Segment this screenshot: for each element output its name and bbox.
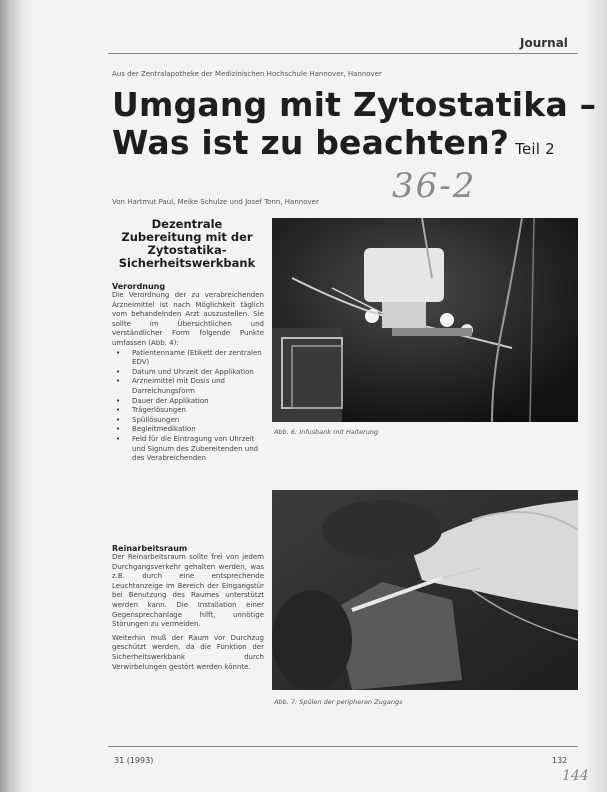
reinarbeitsraum-subheading: Reinarbeitsraum [112,544,188,553]
footer-rule [108,746,578,747]
list-item: • Patientenname (Etikett der zentralen EDV) [112,349,264,368]
list-item: • Dauer der Applikation [112,397,264,407]
book-binding-shadow [0,0,34,792]
flushing-access-photo [272,490,578,690]
list-item: • Datum und Uhrzeit der Applikation [112,368,264,378]
figure-7-caption: Abb. 7: Spülen der peripheren Zugangs [274,698,403,706]
section-heading: Dezentrale Zubereitung mit der Zytostatika-Sicherheitswerkbank [118,217,256,270]
institution-line: Aus der Zentralapotheke der Medizinischen Hochschule Hannover, Hannover [112,70,382,78]
title-part-label: Teil 2 [515,140,555,158]
verordnung-subheading: Verordnung [112,282,166,291]
list-item: • Spüllösungen [112,416,264,426]
reinarbeitsraum-paragraph-2: Weiterhin muß der Raum vor Durchzug geschützt werden, da die Funktion der Sicherheitswerkbank durch Verwirbelungen gestört werden könnte. [112,633,264,671]
infusion-holder-photo [272,218,578,422]
list-item: • Arzneimittel mit Dosis und Darreichungsform [112,377,264,396]
list-item: • Trägerlösungen [112,406,264,416]
figure-6-photo [272,218,578,422]
list-item: • Begleitmedikation [112,425,264,435]
issue-year: 31 (1993) [114,756,154,765]
article-title [112,86,596,168]
header-rule [108,53,578,54]
figure-6-caption: Abb. 6: Infusbank mit Halterung [274,428,379,436]
page-number: 132 [552,756,568,765]
reinarbeitsraum-paragraph-1: Der Reinarbeitsraum sollte frei von jedem Durchgangsverkehr gehalten werden, was z.B. durch eine entsprechende Leuchtanzeige im Bereich der Eingangstür bei Benutzung des Raumes unterstützt werden kann. Die Installation einer Gegensprechanlage hilft, unnötige Störungen zu vermeiden. [112,553,264,629]
verordnung-list [112,349,264,464]
list-item: • Feld für die Eintragung von Uhrzeit und Signum des Zubereitenden und des Verabreichenden [112,435,264,464]
journal-section-label: Journal [520,36,568,50]
title-line-2 [112,124,596,168]
verordnung-text: Die Verordnung der zu verabreichenden Arzneimittel ist nach Möglichkeit täglich vom behandelnden Arzt auszustellen. Sie sollte im Übersichtlichen und verständlicher Form folgende Punkte umfassen (Abb. 4): [112,291,264,347]
verordnung-block [112,282,264,464]
title-line-1: Umgang mit Zytostatika – [112,85,597,124]
handwritten-page-number: 144 [562,768,589,784]
figure-7-photo [272,490,578,690]
author-byline: Von Hartmut Paul, Meike Schulze und Josef Tonn, Hannover [112,198,319,206]
reinarbeitsraum-block [112,544,264,672]
handwritten-mark: 36-2 [392,166,477,206]
title-line-2-text: Was ist zu beachten? [112,123,510,162]
